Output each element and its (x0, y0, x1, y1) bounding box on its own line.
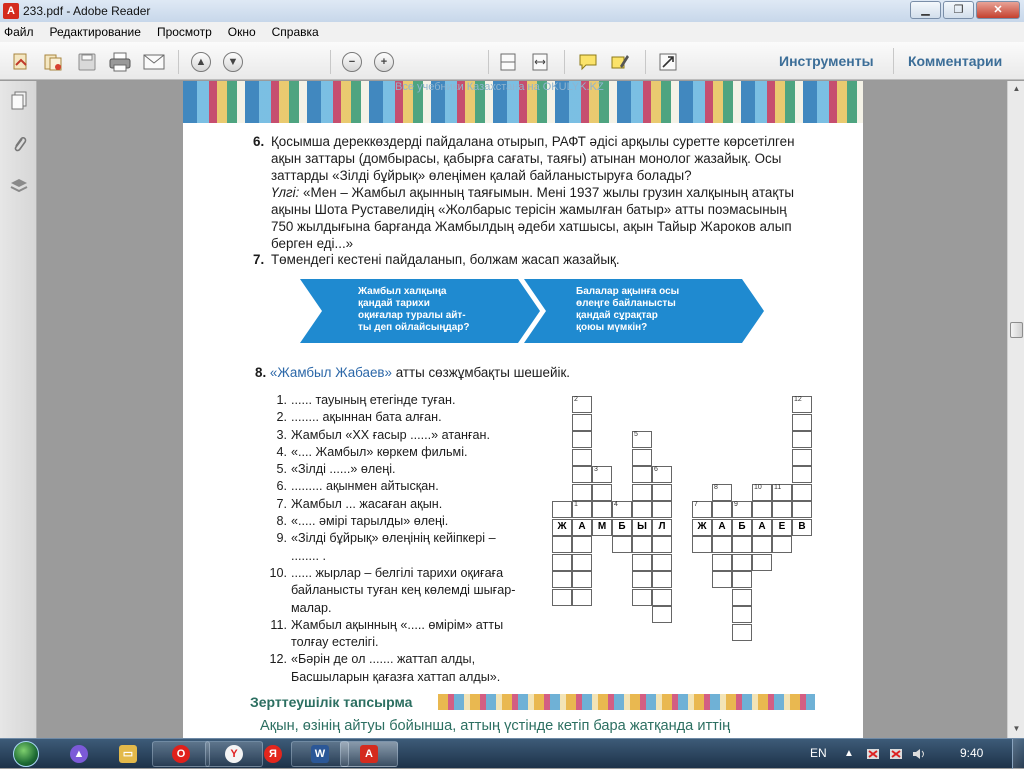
crossword-cell-number: 10 (754, 483, 762, 491)
crossword-cell-letter: Ж (557, 520, 567, 532)
clue-number: 3. (276, 427, 287, 442)
crossword-cell[interactable] (552, 554, 572, 571)
adobe-reader-icon: A (3, 3, 19, 19)
crossword-cell[interactable] (632, 449, 652, 466)
fit-page-icon[interactable] (497, 51, 519, 73)
crossword-cell[interactable] (652, 501, 672, 518)
clue-number: 9. (276, 531, 287, 546)
crossword-cell[interactable] (572, 571, 592, 588)
crossword-cell-number: 1 (574, 501, 578, 508)
maximize-button[interactable]: ❐ (943, 1, 974, 19)
crossword-cell-letter: В (798, 520, 806, 532)
crossword-clue (267, 651, 549, 686)
crossword-cell[interactable] (612, 519, 632, 536)
crossword-cell[interactable] (652, 606, 672, 623)
show-desktop-button[interactable] (1012, 739, 1024, 769)
crossword-cell[interactable] (652, 554, 672, 571)
zoom-out-button[interactable] (341, 51, 363, 73)
crossword-cell[interactable] (572, 589, 592, 606)
clue-number: 1. (276, 393, 287, 407)
crossword-cell[interactable] (632, 536, 652, 553)
crossword-cell[interactable] (732, 536, 752, 553)
crossword-cell[interactable] (792, 396, 812, 413)
crossword-cell[interactable] (732, 554, 752, 571)
crossword-cell[interactable] (632, 571, 652, 588)
clue-number: 11. (270, 617, 287, 632)
toolbar-separator (330, 50, 331, 74)
crossword-cell[interactable] (572, 414, 592, 431)
clue-text: «Зілді бұйрық» өлеңінің кейіпкері – ........ . (291, 531, 496, 563)
close-button[interactable]: ✕ (976, 1, 1020, 19)
aimp-icon: ▲ (70, 745, 88, 763)
crossword-cell-letter: А (718, 520, 726, 532)
sample-line: «Мен – Жамбыл ақынның таяғымын. Мені 1937 жылы грузин халқының атақты (299, 185, 795, 200)
toolbar-separator (564, 50, 565, 74)
crossword-cell[interactable] (552, 519, 572, 536)
window-title: 233.pdf - Adobe Reader (23, 4, 151, 18)
crossword-cell[interactable] (572, 431, 592, 448)
crossword-cell[interactable] (712, 554, 732, 571)
sample-line: 750 жылдығына барғанда Жамбылдың әдеби хатшысы, ақын Тайыр Жароков алып (271, 219, 792, 234)
crossword-cell[interactable] (572, 536, 592, 553)
crossword-cell[interactable] (572, 396, 592, 413)
chevron-1-line: қандай тарихи (358, 298, 430, 309)
crossword-cell-number: 7 (694, 501, 698, 508)
question-6 (253, 133, 821, 252)
crossword-clue (267, 530, 549, 565)
clue-text: Жамбыл «ХХ ғасыр ......» атанған. (291, 427, 491, 442)
clue-text: «..... әмірі тарылды» өлеңі. (291, 514, 449, 529)
create-pdf-icon[interactable] (10, 51, 32, 73)
taskbar-app[interactable] (258, 741, 288, 767)
crossword-cell[interactable] (712, 571, 732, 588)
menu-edit[interactable]: Редактирование (49, 25, 141, 39)
crossword-clue (267, 427, 549, 444)
crossword-cell-letter: Л (658, 520, 666, 532)
yandex-icon: Я (264, 745, 282, 763)
scroll-thumb[interactable] (1010, 322, 1023, 338)
toolbar-separator (488, 50, 489, 74)
crossword-cell[interactable] (712, 484, 732, 501)
navigation-panel (0, 81, 37, 738)
clue-text: ........ ақыннан бата алған. (291, 410, 442, 425)
crossword-cell[interactable] (792, 466, 812, 483)
chevron-2-line: қоюы мүмкін? (576, 322, 648, 333)
clue-number: 4. (276, 444, 287, 459)
clue-number: 8. (276, 514, 287, 529)
crossword-clue (267, 617, 549, 652)
crossword-cell-number: 6 (654, 466, 658, 473)
tray-app-icon[interactable] (866, 748, 880, 760)
crossword-cell[interactable] (692, 501, 712, 518)
arrow-down-icon: ▼ (223, 52, 243, 72)
crossword-cell[interactable] (792, 431, 812, 448)
question-8-text: атты сөзжұмбақты шешейік. (391, 365, 571, 380)
crossword-cell[interactable] (772, 519, 792, 536)
crossword-cell[interactable] (632, 519, 652, 536)
crossword-cell[interactable] (652, 466, 672, 483)
scroll-down-arrow[interactable]: ▼ (1012, 724, 1021, 733)
question-6-line: заттарды «Зілді бұйрық» өлеңімен қалай байланыстыруға болады? (271, 168, 692, 183)
plus-icon: + (374, 52, 394, 72)
scroll-up-arrow[interactable]: ▲ (1012, 84, 1021, 93)
chevron-1-line: Жамбыл халқыңа (358, 286, 447, 297)
question-8 (255, 364, 823, 381)
email-icon[interactable] (143, 51, 165, 73)
question-7 (253, 251, 821, 268)
crossword-cell-letter: Е (778, 520, 786, 532)
chevron-2-line: Балалар ақынға осы (576, 286, 680, 297)
question-8-number: 8. (255, 365, 267, 380)
crossword-cell[interactable] (732, 501, 752, 518)
menu-view[interactable]: Просмотр (156, 25, 212, 39)
toolbar-separator (893, 48, 894, 74)
crossword-cell[interactable] (652, 589, 672, 606)
sample-line: ақыны Шота Руставелидің «Жолбарыс терісін жамылған батыр» атты поэмасының (271, 202, 787, 217)
crossword-cell[interactable] (612, 501, 632, 518)
network-icon[interactable] (889, 748, 903, 760)
clue-text: «Бәрін де ол ....... жаттап алды, Басшыларын қағазға хаттап алды». (291, 652, 501, 684)
crossword-cell[interactable] (732, 589, 752, 606)
clue-number: 5. (276, 462, 287, 477)
crossword-cell-number: 8 (714, 483, 718, 491)
crossword-cell[interactable] (732, 571, 752, 588)
crossword-cell[interactable] (632, 501, 652, 518)
windows-taskbar (0, 738, 1024, 768)
crossword-cell[interactable] (552, 536, 572, 553)
crossword-cell[interactable] (772, 484, 792, 501)
sample-label: Үлгі: (271, 185, 300, 200)
crossword-cell[interactable] (652, 536, 672, 553)
crossword-cell[interactable] (652, 484, 672, 501)
question-7-text: Төмендегі кестені пайдаланып, болжам жасап жазайық. (271, 252, 620, 267)
crossword-cell[interactable] (752, 519, 772, 536)
crossword-cell-number: 12 (794, 396, 802, 403)
language-indicator[interactable]: EN (810, 746, 827, 760)
crossword-cell[interactable] (732, 606, 752, 623)
attachments-icon[interactable] (9, 134, 29, 154)
clock[interactable]: 9:40 (960, 746, 984, 760)
adobe-reader-icon: A (360, 745, 378, 763)
crossword-cell[interactable] (632, 554, 652, 571)
speaker-icon[interactable] (912, 748, 926, 760)
menu-window[interactable]: Окно (227, 25, 256, 39)
crossword-cell[interactable] (732, 624, 752, 641)
highlight-icon[interactable] (609, 51, 631, 73)
sample-line: берген еді...» (271, 236, 354, 251)
clue-text: «Зілді ......» өлеңі. (291, 462, 396, 477)
crossword-cell-number: 4 (614, 501, 618, 508)
clue-text: ...... жырлар – белгілі тарихи оқиғаға байланысты туған кең көлемді шығар- малар. (291, 565, 516, 615)
question-8-title: «Жамбыл Жабаев» (269, 365, 392, 380)
crossword-cell-number: 3 (594, 466, 598, 473)
clue-number: 6. (276, 479, 287, 494)
clue-number: 7. (276, 496, 287, 511)
crossword-cell[interactable] (572, 466, 592, 483)
crossword-cell[interactable] (692, 536, 712, 553)
question-6-number: 6. (253, 134, 265, 149)
clue-text: Жамбыл ... жасаған ақын. (291, 496, 443, 511)
crossword-clue (267, 444, 549, 461)
crossword-cell[interactable] (572, 519, 592, 536)
crossword-cell[interactable] (732, 519, 752, 536)
question-6-line: Қосымша дереккөздерді пайдалана отырып, РАФТ әдісі арқылы суретте көрсетілген (271, 134, 795, 149)
crossword-cell[interactable] (712, 519, 732, 536)
folder-icon: ▭ (119, 745, 137, 763)
crossword-cell[interactable] (632, 589, 652, 606)
crossword-cell[interactable] (612, 536, 632, 553)
crossword-cell[interactable] (592, 484, 612, 501)
crossword-cell[interactable] (592, 501, 612, 518)
page-watermark: Все учебники Казахстана на OKULYK.KZ (395, 81, 604, 93)
crossword-cell[interactable] (632, 484, 652, 501)
crossword-clue (267, 478, 549, 495)
crossword-cell[interactable] (712, 501, 732, 518)
menu-bar (0, 22, 1024, 42)
crossword-cell[interactable] (752, 536, 772, 553)
taskbar-app[interactable] (113, 741, 143, 767)
window-titlebar[interactable] (0, 0, 1024, 22)
chevron-1-line: оқиғалар туралы айт- (358, 310, 466, 321)
clue-number: 10. (269, 565, 287, 580)
opera-icon: O (172, 745, 190, 763)
window-controls (908, 1, 1020, 19)
crossword-cell[interactable] (592, 519, 612, 536)
toolbar-separator (178, 50, 179, 74)
crossword-cell[interactable] (572, 554, 592, 571)
crossword-cell[interactable] (772, 536, 792, 553)
crossword-cell[interactable] (632, 431, 652, 448)
crossword-cell[interactable] (592, 466, 612, 483)
crossword-cell[interactable] (552, 571, 572, 588)
zoom-in-button[interactable] (373, 51, 395, 73)
crossword-cell[interactable] (652, 519, 672, 536)
fit-width-icon[interactable] (529, 51, 551, 73)
crossword-cell[interactable] (752, 554, 772, 571)
crossword-cell[interactable] (712, 536, 732, 553)
chevron-2-line: өлеңге байланысты (576, 298, 676, 309)
chevron-2-line: қандай сұрақтар (576, 310, 658, 321)
comments-pane-button[interactable]: Комментарии (908, 53, 1003, 69)
document-viewport[interactable] (38, 81, 1007, 738)
taskbar-app[interactable] (205, 741, 263, 767)
crossword-clue-list (267, 392, 549, 686)
comment-icon[interactable] (577, 51, 599, 73)
chevron-1-line: ты деп ойлайсыңдар? (358, 322, 470, 333)
clue-number: 12. (269, 652, 287, 667)
crossword-clue (267, 496, 549, 513)
research-task-title: Зерттеушілік тапсырма (250, 694, 413, 710)
chevron-2-text (576, 286, 679, 334)
crossword-clue (267, 565, 549, 617)
crossword-cell[interactable] (552, 589, 572, 606)
crossword-cell[interactable] (792, 449, 812, 466)
crossword-cell[interactable] (752, 501, 772, 518)
crossword-cell[interactable] (792, 519, 812, 536)
clue-text: «.... Жамбыл» көркем фильмі. (291, 444, 468, 459)
clue-text: ......... ақынмен айтысқан. (291, 479, 439, 494)
toolbar-separator (645, 50, 646, 74)
crossword-cell[interactable] (772, 501, 792, 518)
crossword-cell[interactable] (572, 484, 592, 501)
crossword-cell[interactable] (792, 501, 812, 518)
question-7-number: 7. (253, 252, 265, 267)
crossword-cell[interactable] (652, 571, 672, 588)
research-ornament (438, 694, 815, 710)
crossword-cell-number: 2 (574, 396, 578, 403)
crossword-clue (267, 409, 549, 426)
crossword-cell[interactable] (552, 501, 572, 518)
crossword-clue (267, 461, 549, 478)
clue-number: 2. (276, 410, 287, 425)
crossword-cell-letter: Б (738, 520, 746, 532)
start-button[interactable] (2, 739, 50, 769)
crossword-clue (267, 513, 549, 530)
crossword-cell-letter: А (578, 520, 586, 532)
crossword-clue (267, 392, 549, 409)
crossword-cell-number: 9 (734, 501, 738, 508)
crossword-cell[interactable] (792, 414, 812, 431)
crossword-cell[interactable] (572, 449, 592, 466)
full-screen-icon[interactable] (657, 51, 679, 73)
show-hidden-icons-icon[interactable]: ▲ (844, 748, 854, 759)
crossword-cell-number: 11 (774, 483, 782, 491)
crossword-cell-number: 5 (634, 431, 638, 438)
save-icon[interactable] (76, 51, 98, 73)
minus-icon: − (342, 52, 362, 72)
windows-logo-icon (13, 741, 39, 767)
previous-page-button[interactable] (190, 51, 212, 73)
crossword-cell-letter: Ы (637, 520, 647, 532)
tools-pane-button[interactable]: Инструменты (779, 53, 874, 69)
question-6-line: ақын заттары (домбырасы, қабырға сағаты, таяғы) атынан монолог жазайық. Осы (271, 151, 782, 166)
taskbar-app-active[interactable] (340, 741, 398, 767)
crossword-cell-letter: М (597, 520, 607, 532)
print-icon[interactable] (109, 51, 131, 73)
word-icon: W (311, 745, 329, 763)
vertical-scrollbar[interactable] (1007, 81, 1024, 738)
yandex-browser-icon: Y (225, 745, 243, 763)
clue-text: Жамбыл ақынның «..... өмірім» атты толғау естелігі. (291, 617, 504, 650)
taskbar-app[interactable] (152, 741, 210, 767)
crossword-cell[interactable] (632, 466, 652, 483)
page-thumbnails-icon[interactable] (9, 91, 29, 111)
crossword-cell[interactable] (792, 484, 812, 501)
arrow-up-icon: ▲ (191, 52, 211, 72)
crossword-cell-letter: Б (618, 520, 626, 532)
clue-text: ...... тауының етегінде туған. (291, 393, 456, 407)
taskbar-app[interactable] (64, 741, 94, 767)
crossword-cell[interactable] (692, 519, 712, 536)
pdf-page (183, 81, 863, 738)
combine-files-icon[interactable] (42, 51, 64, 73)
crossword-cell[interactable] (572, 501, 592, 518)
research-task-text: Ақын, өзінің айтуы бойынша, аттың үстінде кетіп бара жатқанда иттің (260, 718, 731, 734)
chevron-1-text (358, 286, 470, 334)
layers-icon[interactable] (9, 177, 29, 197)
crossword-cell[interactable] (752, 484, 772, 501)
menu-help[interactable]: Справка (271, 25, 319, 39)
menu-file[interactable]: Файл (4, 25, 34, 39)
crossword-cell-letter: А (758, 520, 766, 532)
next-page-button[interactable] (222, 51, 244, 73)
crossword-cell-letter: Ж (697, 520, 707, 532)
minimize-button[interactable]: ▁ (910, 1, 941, 19)
